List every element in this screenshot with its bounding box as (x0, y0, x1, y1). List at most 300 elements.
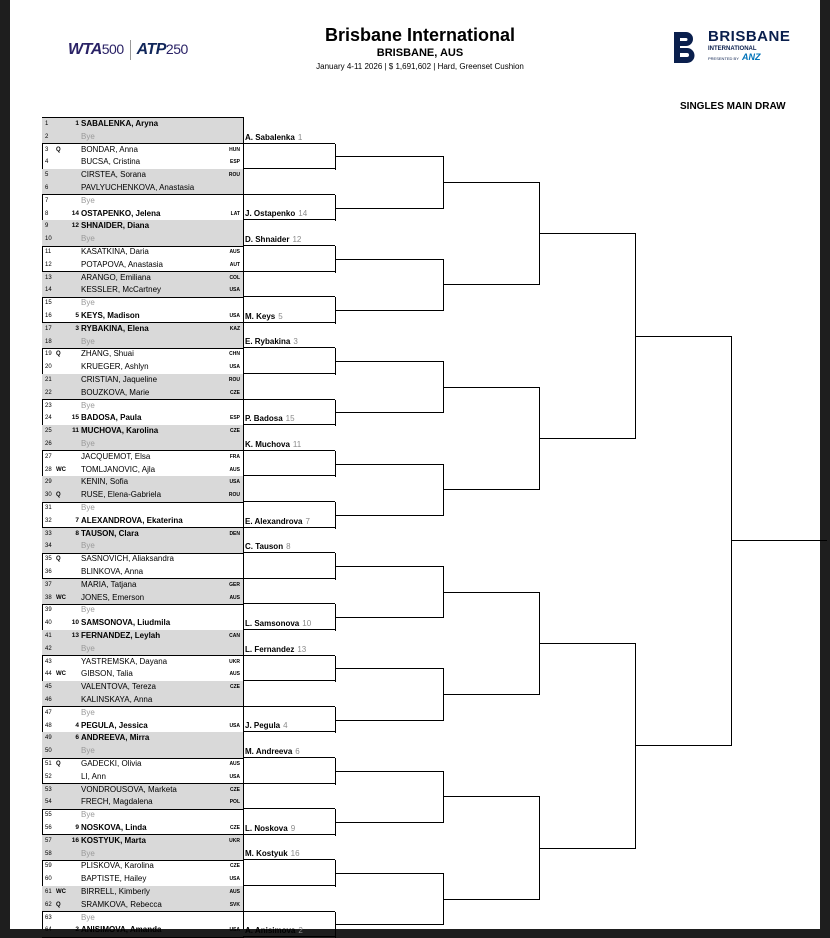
player-name: Bye (81, 503, 95, 512)
draw-position: 16 (45, 313, 52, 319)
round2-player: L. Noskova (245, 823, 288, 833)
draw-position: 12 (45, 261, 52, 268)
bracket-line (335, 668, 443, 669)
draw-position: 10 (45, 236, 52, 243)
draw-slot (42, 924, 243, 937)
entry-status: Q (56, 146, 61, 153)
nationality: HUN (229, 146, 240, 153)
nationality: USA (229, 773, 240, 780)
player-name: SABALENKA, Aryna (81, 119, 159, 128)
draw-slot (42, 169, 243, 182)
bracket-line (443, 694, 539, 695)
draw-slot (42, 182, 243, 195)
bracket-line (335, 156, 443, 157)
draw-slot (42, 553, 243, 566)
seed-number: 2 (75, 926, 79, 934)
seed-number: 15 (71, 414, 79, 422)
round2-seed: 5 (278, 311, 283, 321)
draw-position: 54 (45, 799, 52, 806)
bracket-line (443, 182, 539, 183)
draw-slot (42, 208, 243, 221)
draw-slot (42, 451, 243, 464)
round2-player: L. Fernandez (245, 644, 295, 654)
tournament-title: Brisbane International (324, 25, 516, 45)
player-name: ANISIMOVA, Amanda (81, 925, 162, 935)
player-name: Bye (81, 848, 95, 858)
draw-position: 5 (45, 172, 49, 179)
round2-player: A. Sabalenka (245, 132, 295, 142)
draw-position: 41 (45, 633, 52, 639)
round2-slot (243, 618, 335, 630)
round2-slot (243, 157, 335, 169)
draw-sheet (10, 0, 820, 936)
draw-position: 57 (45, 837, 52, 844)
draw-slot (42, 464, 243, 477)
draw-position: 27 (45, 453, 52, 460)
round2-slot (243, 208, 335, 220)
draw-slot (42, 899, 243, 912)
draw-position: 39 (45, 607, 52, 614)
player-name: RYBAKINA, Elena (81, 323, 149, 333)
draw-slot (42, 579, 243, 592)
draw-position: 8 (45, 210, 49, 217)
draw-slot (42, 681, 243, 694)
bracket-line (443, 796, 539, 797)
player-name: KEYS, Madison (81, 311, 140, 320)
entry-status: Q (56, 761, 61, 767)
player-name: OSTAPENKO, Jelena (81, 208, 161, 218)
player-name: Bye (81, 746, 95, 756)
bracket-line (539, 643, 635, 644)
nationality: USA (229, 287, 240, 294)
draw-position: 53 (45, 786, 52, 793)
player-name: Bye (81, 234, 95, 244)
entry-status: Q (56, 556, 61, 563)
round2-player: M. Keys (245, 311, 276, 321)
draw-slot (42, 873, 243, 886)
draw-slot (42, 886, 243, 899)
round2-slot (243, 541, 335, 553)
draw-position: 33 (45, 530, 52, 537)
draw-position: 60 (45, 876, 52, 883)
player-name: KRUEGER, Ashlyn (81, 362, 149, 372)
round2-player: M. Kostyuk (245, 849, 288, 859)
bracket-line (635, 336, 731, 337)
player-name: CIRSTEA, Sorana (81, 170, 146, 180)
draw-position: 37 (45, 581, 52, 588)
nationality: AUS (229, 671, 240, 678)
bracket-line (335, 361, 443, 362)
draw-position: 24 (45, 415, 52, 422)
draw-slot (42, 387, 243, 400)
nationality: CZE (230, 786, 240, 793)
nationality: ROU (228, 492, 240, 499)
draw-position: 55 (45, 812, 52, 819)
bracket-line (335, 720, 443, 721)
seed-number: 10 (71, 619, 79, 627)
nationality: ROU (228, 377, 240, 383)
draw-position: 44 (45, 671, 52, 678)
nationality: UKR (229, 658, 240, 665)
round2-seed: 14 (298, 209, 308, 219)
round2-slot (243, 925, 335, 937)
bracket-line (335, 822, 443, 823)
draw-slot (42, 668, 243, 681)
nationality: USA (229, 722, 240, 729)
nationality: UKR (229, 837, 240, 844)
bracket-line (335, 310, 443, 311)
nationality: GER (229, 581, 240, 588)
seed-number: 11 (72, 427, 79, 435)
draw-position: 20 (45, 364, 52, 371)
seed-number: 1 (75, 120, 79, 127)
round2-slot (243, 900, 335, 912)
draw-slot (42, 220, 243, 233)
draw-position: 49 (45, 735, 52, 742)
draw-slot (42, 745, 243, 758)
round2-seed: 2 (298, 926, 303, 936)
draw-position: 9 (45, 223, 49, 230)
draw-position: 38 (45, 594, 52, 601)
bracket-line (443, 387, 539, 388)
player-name: VONDROUSOVA, Marketa (81, 784, 177, 794)
player-name: PAVLYUCHENKOVA, Anastasia (81, 183, 195, 192)
round2-slot (243, 746, 335, 758)
draw-slot (42, 374, 243, 387)
round2-slot (243, 644, 335, 656)
player-name: SASNOVICH, Aliaksandra (81, 554, 174, 564)
round2-player: L. Samsonova (245, 619, 300, 628)
entry-status: WC (56, 594, 66, 601)
draw-slot (42, 796, 243, 809)
player-name: CRISTIAN, Jaqueline (81, 375, 158, 384)
bracket-line (335, 464, 443, 465)
round2-slot (243, 490, 335, 502)
draw-position: 31 (45, 505, 52, 511)
player-name: MUCHOVA, Karolina (81, 426, 159, 436)
draw-slot (42, 656, 243, 669)
round2-slot (243, 413, 335, 425)
nationality: AUS (229, 466, 240, 473)
round2-slot (243, 567, 335, 579)
draw-slot (42, 604, 243, 617)
nationality: USA (229, 927, 240, 934)
bracket-line (335, 771, 443, 772)
round2-slot (243, 183, 335, 195)
nationality: USA (229, 876, 240, 883)
draw-slot (42, 489, 243, 502)
nationality: SVK (229, 901, 240, 908)
seed-number: 6 (75, 734, 79, 742)
nationality: CHN (229, 351, 240, 358)
player-name: Bye (81, 336, 95, 346)
player-name: Bye (81, 195, 95, 205)
draw-position: 23 (45, 402, 52, 409)
nationality: USA (229, 479, 240, 486)
draw-slot (42, 156, 243, 169)
player-name: LI, Ann (81, 771, 106, 781)
round2-slot (243, 234, 335, 246)
nationality: ESP (229, 159, 240, 166)
round2-seed: 6 (295, 747, 300, 756)
draw-position: 46 (45, 697, 52, 703)
round2-seed: 8 (286, 542, 291, 552)
bracket-line (443, 899, 539, 900)
player-name: NOSKOVA, Linda (81, 823, 147, 832)
player-name: BAPTISTE, Hailey (81, 874, 147, 884)
player-name: KALINSKAYA, Anna (81, 695, 153, 704)
round2-slot (243, 388, 335, 400)
nationality: AUT (229, 261, 240, 268)
draw-slot (42, 822, 243, 835)
draw-position: 11 (45, 249, 52, 255)
draw-position: 58 (45, 850, 52, 857)
draw-slot (42, 233, 243, 246)
draw-slot (42, 720, 243, 733)
tournament-location: BRISBANE, AUS (376, 47, 464, 59)
seed-number: 14 (71, 209, 79, 217)
player-name: KENIN, Sofia (81, 477, 129, 487)
player-name: PEGULA, Jessica (81, 720, 148, 730)
round2-seed: 15 (285, 414, 295, 424)
draw-slot (42, 323, 243, 336)
draw-position: 59 (45, 863, 52, 870)
seed-number: 12 (71, 222, 79, 230)
nationality: ESP (229, 415, 240, 422)
player-name: Bye (81, 912, 95, 922)
draw-position: 4 (45, 159, 49, 166)
draw-position: 13 (45, 274, 52, 281)
nationality: ROU (228, 172, 240, 179)
nationality: CZE (230, 863, 240, 870)
draw-position: 26 (45, 441, 52, 447)
round2-slot (243, 132, 335, 144)
draw-slot (42, 809, 243, 822)
draw-position: 3 (45, 146, 49, 153)
player-name: Bye (81, 605, 95, 615)
round2-player: M. Andreeva (245, 747, 293, 756)
round2-player: K. Muchova (245, 439, 290, 449)
round2-slot (243, 797, 335, 809)
bracket-line (539, 848, 635, 849)
nationality: CZE (230, 389, 240, 396)
draw-position: 62 (45, 901, 52, 908)
round2-slot (243, 823, 335, 835)
draw-slot (42, 912, 243, 925)
bracket (10, 0, 820, 936)
entry-status: WC (56, 671, 66, 678)
nationality: LAT (230, 210, 240, 217)
player-name: GADECKI, Olivia (81, 759, 142, 768)
draw-slot (42, 860, 243, 873)
player-name: Bye (81, 400, 95, 410)
draw-slot (42, 400, 243, 413)
player-name: SHNAIDER, Diana (81, 221, 150, 231)
draw-slot (42, 771, 243, 784)
round2-slot (243, 695, 335, 707)
round2-slot (243, 772, 335, 784)
entry-status: Q (56, 351, 61, 358)
draw-slot (42, 694, 243, 707)
player-name: YASTREMSKA, Dayana (81, 656, 168, 666)
draw-position: 64 (45, 927, 52, 934)
bracket-line (335, 873, 443, 874)
draw-slot (42, 361, 243, 374)
round2-slot (243, 311, 335, 323)
round2-seed: 11 (292, 439, 302, 449)
nationality: CZE (230, 684, 240, 691)
draw-slot (42, 259, 243, 272)
player-name: Bye (81, 131, 95, 141)
entry-status: Q (56, 492, 61, 499)
draw-slot (42, 425, 243, 438)
seed-number: 4 (75, 721, 79, 729)
draw-position: 2 (45, 133, 49, 140)
round2-seed: 4 (283, 721, 288, 731)
seed-number: 9 (75, 824, 79, 831)
player-name: Bye (81, 643, 95, 653)
player-name: ALEXANDROVA, Ekaterina (81, 515, 183, 525)
seed-number: 5 (75, 312, 79, 319)
draw-slot (42, 732, 243, 745)
player-name: TOMLJANOVIC, Ajla (81, 464, 156, 474)
round2-player: J. Pegula (245, 721, 281, 731)
draw-slot (42, 195, 243, 208)
player-name: SAMSONOVA, Liudmila (81, 618, 171, 628)
bracket-line (335, 924, 443, 925)
player-name: GIBSON, Talia (81, 669, 133, 679)
draw-position: 32 (45, 517, 52, 524)
round2-player: A. Anisimova (245, 926, 296, 936)
draw-position: 61 (45, 889, 52, 895)
player-name: BIRRELL, Kimberly (81, 887, 150, 896)
nationality: CZE (230, 825, 240, 831)
entry-status: Q (56, 901, 61, 908)
draw-slot (42, 566, 243, 579)
player-name: SRAMKOVA, Rebecca (81, 899, 162, 909)
draw-slot (42, 848, 243, 861)
player-name: ANDREEVA, Mirra (81, 733, 150, 743)
draw-slot (42, 502, 243, 515)
player-name: BLINKOVA, Anna (81, 567, 144, 576)
draw-position: 19 (45, 351, 52, 358)
draw-position: 40 (45, 620, 52, 627)
nationality: CAN (229, 633, 240, 639)
bracket-line (443, 284, 539, 285)
bracket-line (335, 515, 443, 516)
round2-slot (243, 592, 335, 604)
draw-slot (42, 118, 243, 131)
player-name: KOSTYUK, Marta (81, 835, 146, 845)
player-name: FRECH, Magdalena (81, 797, 153, 807)
bracket-line (335, 566, 443, 567)
round2-slot (243, 260, 335, 272)
player-name: VALENTOVA, Tereza (81, 682, 156, 692)
seed-number: 3 (75, 324, 79, 332)
draw-position: 1 (45, 121, 49, 127)
round2-player: J. Ostapenko (245, 209, 296, 219)
draw-position: 63 (45, 914, 52, 921)
player-name: BONDAR, Anna (81, 144, 138, 154)
brand-name: BRISBANE (708, 28, 791, 45)
player-name: Bye (81, 541, 95, 551)
round2-player: E. Alexandrova (245, 516, 303, 526)
bracket-line (335, 208, 443, 209)
seed-number: 13 (71, 632, 79, 639)
round2-seed: 16 (290, 849, 300, 859)
round2-slot (243, 874, 335, 886)
draw-position: 42 (45, 645, 52, 652)
draw-slot (42, 272, 243, 285)
bracket-line (335, 259, 443, 260)
wta-logo-text: WTA (68, 41, 102, 59)
draw-position: 22 (45, 389, 52, 396)
round2-player: E. Rybakina (245, 337, 291, 347)
nationality: COL (229, 274, 240, 281)
player-name: POTAPOVA, Anastasia (81, 259, 163, 269)
draw-slot (42, 515, 243, 528)
entry-status: WC (56, 466, 66, 473)
player-name: KASATKINA, Daria (81, 247, 149, 256)
entry-status: WC (56, 889, 66, 895)
nationality: AUS (229, 249, 240, 255)
draw-slot (42, 617, 243, 630)
bracket-line (731, 540, 827, 541)
draw-position: 35 (45, 556, 52, 563)
nationality: USA (229, 364, 240, 371)
draw-slot (42, 540, 243, 553)
draw-position: 6 (45, 185, 49, 191)
bracket-line (539, 438, 635, 439)
draw-slot (42, 643, 243, 656)
draw-position: 56 (45, 825, 52, 831)
draw-slot (42, 412, 243, 425)
player-name: FERNANDEZ, Leylah (81, 631, 161, 640)
draw-position: 47 (45, 709, 52, 716)
draw-position: 28 (45, 466, 52, 473)
nationality: USA (229, 313, 240, 319)
draw-slot (42, 246, 243, 259)
atp-tier: 250 (165, 41, 188, 58)
nationality: DEN (229, 530, 240, 537)
wta-tier: 500 (101, 41, 124, 58)
bracket-line (443, 592, 539, 593)
player-name: ZHANG, Shuai (81, 349, 134, 359)
draw-slot (42, 284, 243, 297)
bracket-line (635, 745, 731, 746)
round2-slot (243, 285, 335, 297)
round2-slot (243, 362, 335, 374)
draw-slot (42, 144, 243, 157)
round2-slot (243, 848, 335, 860)
bracket-line (539, 233, 635, 234)
player-name: RUSE, Elena-Gabriela (81, 490, 162, 500)
draw-type-label: SINGLES MAIN DRAW (680, 101, 786, 112)
player-name: KESSLER, McCartney (81, 285, 162, 295)
nationality: KAZ (229, 325, 240, 332)
draw-slot (42, 707, 243, 720)
player-name: JACQUEMOT, Elsa (81, 451, 151, 461)
round2-seed: 9 (290, 823, 296, 833)
nationality: AUS (229, 761, 240, 767)
round2-slot (243, 464, 335, 476)
draw-position: 7 (45, 197, 49, 204)
draw-position: 51 (45, 761, 52, 767)
nationality: AUS (229, 889, 240, 895)
player-name: PLISKOVA, Karolina (81, 861, 154, 871)
brand-sub: INTERNATIONAL (708, 46, 757, 52)
draw-slot (42, 758, 243, 771)
